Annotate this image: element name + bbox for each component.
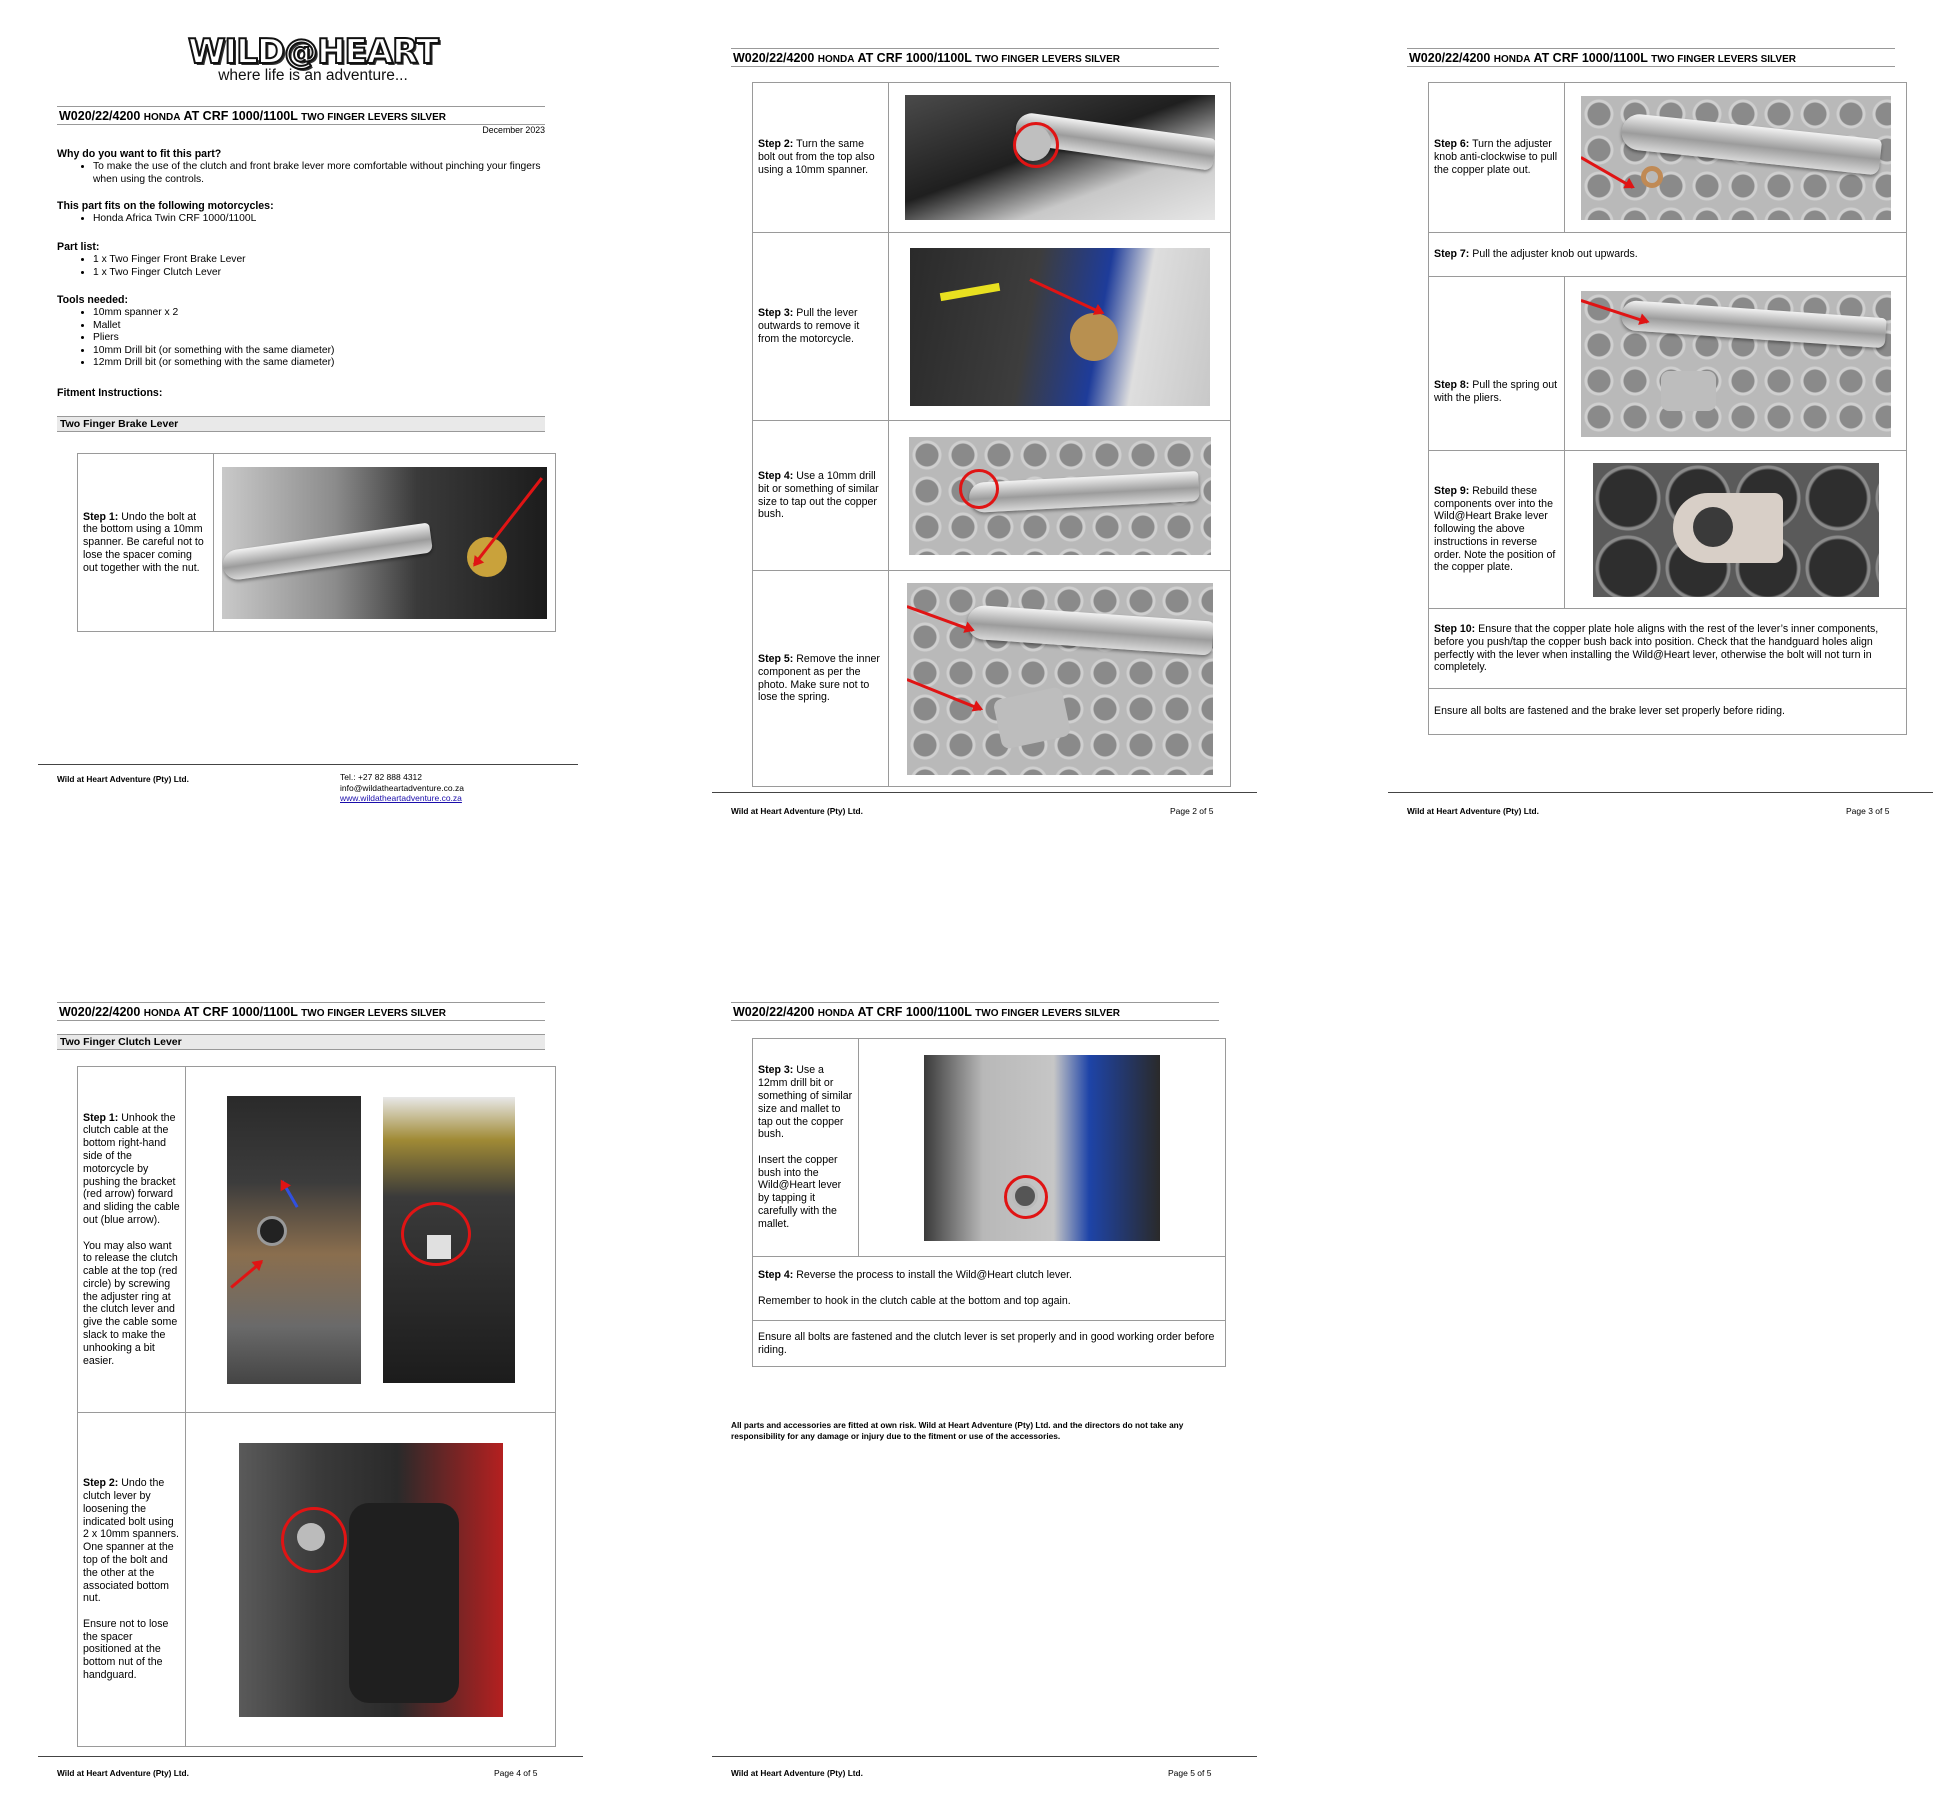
- tools-item: • 12mm Drill bit (or something with the same diameter): [93, 357, 545, 370]
- photo-clutch-cable-bottom: [227, 1096, 361, 1384]
- clutch-steps-table: [77, 1066, 556, 1747]
- photo-cell: [1565, 83, 1907, 233]
- document-title: W020/22/4200 HONDA AT CRF 1000/1100L TWO FINGER LEVERS SILVER: [57, 106, 545, 125]
- document-title: W020/22/4200 HONDA AT CRF 1000/1100L TWO FINGER LEVERS SILVER: [57, 1002, 545, 1021]
- tools-heading: Tools needed:: [57, 294, 129, 306]
- photo-cell: [889, 83, 1231, 233]
- fits-heading: This part fits on the following motorcycles:: [57, 200, 274, 212]
- why-item: • To make the use of the clutch and front brake lever more comfortable without pinching your fingers when using the controls.: [93, 161, 545, 186]
- disclaimer: All parts and accessories are fitted at own risk. Wild at Heart Adventure (Pty) Ltd. and the directors do not take any responsibility for any damage or injury due to the fitment or use of the accessories.: [731, 1420, 1184, 1441]
- parts-heading: Part list:: [57, 241, 100, 253]
- photo-cell: [889, 233, 1231, 421]
- step-cell: Step 7: Pull the adjuster knob out upwards.: [1429, 233, 1907, 277]
- photo-clutch-cable-top: [383, 1097, 515, 1383]
- photo-clutch-lever-bolt: [239, 1443, 503, 1717]
- step-cell: Step 1: Undo the bolt at the bottom using a 10mm spanner. Be careful not to lose the spacer coming out together with the nut.: [78, 454, 214, 632]
- clutch-steps-table-2: [752, 1038, 1226, 1367]
- contact-tel: Tel.: +27 82 888 4312: [340, 772, 422, 782]
- step-cell: Step 2: Undo the clutch lever by loosening the indicated bolt using 2 x 10mm spanners. One spanner at the top of the bolt and the other at the associated bottom nut. Ensure not to lose the spacer positioned at the bottom nut of the handguard.: [78, 1413, 186, 1747]
- step-cell: Step 2: Turn the same bolt out from the top also using a 10mm spanner.: [753, 83, 889, 233]
- tools-item: • 10mm spanner x 2: [93, 307, 545, 320]
- step-cell: Step 9: Rebuild these components over into the Wild@Heart Brake lever following the above instructions in reverse order. Note the position of the copper plate.: [1429, 451, 1565, 609]
- document-date: December 2023: [482, 125, 545, 135]
- page-1: [38, 30, 578, 910]
- photo-spring: [1581, 291, 1891, 437]
- photo-lever-removed: [910, 248, 1210, 406]
- page-2: [712, 30, 1252, 910]
- fitment-heading: Fitment Instructions:: [57, 387, 163, 399]
- section-brake-lever: Two Finger Brake Lever: [57, 416, 545, 432]
- document-title: W020/22/4200 HONDA AT CRF 1000/1100L TWO FINGER LEVERS SILVER: [731, 48, 1219, 67]
- section-clutch-lever: Two Finger Clutch Lever: [57, 1034, 545, 1050]
- contact-email: info@wildatheartadventure.co.za: [340, 782, 464, 793]
- parts-item: • 1 x Two Finger Front Brake Lever: [93, 254, 545, 267]
- photo-brake-lever-bottom-bolt: [222, 467, 547, 619]
- footer-company: Wild at Heart Adventure (Pty) Ltd.: [57, 774, 189, 784]
- parts-item: • 1 x Two Finger Clutch Lever: [93, 267, 545, 280]
- photo-adjuster-knob: [1581, 96, 1891, 220]
- note-cell: Ensure all bolts are fastened and the clutch lever is set properly and in good working order before riding.: [753, 1321, 1226, 1367]
- tools-block: [57, 294, 545, 370]
- parts-block: [57, 241, 545, 279]
- page-number: Page 2 of 5: [1170, 806, 1214, 816]
- step-cell: Step 6: Turn the adjuster knob anti-clockwise to pull the copper plate out.: [1429, 83, 1565, 233]
- photo-copper-plate: [1593, 463, 1879, 597]
- page-3: [1388, 30, 1928, 910]
- page-4: [38, 984, 578, 1799]
- page-number: Page 4 of 5: [494, 1768, 538, 1778]
- step-cell: Step 3: Use a 12mm drill bit or something of similar size and mallet to tap out the copper bush. Insert the copper bush into the Wild@Heart lever by tapping it carefully with the mallet.: [753, 1039, 859, 1257]
- photo-cell: [186, 1413, 556, 1747]
- photo-copper-bush: [909, 437, 1211, 555]
- fits-block: [57, 200, 545, 226]
- step-cell: Step 10: Ensure that the copper plate hole aligns with the rest of the lever’s inner components, before you push/tap the copper bush back into position. Check that the handguard holes align perfectly with the lever when installing the Wild@Heart lever, otherwise the bolt will not turn in completely.: [1429, 609, 1907, 689]
- footer-company: Wild at Heart Adventure (Pty) Ltd.: [57, 1768, 189, 1778]
- photo-cell: [186, 1067, 556, 1413]
- brake-step1-table: [77, 453, 556, 632]
- photo-cell: [1565, 277, 1907, 451]
- page-number: Page 3 of 5: [1846, 806, 1890, 816]
- photo-top-bolt: [905, 95, 1215, 220]
- step-cell: Step 8: Pull the spring out with the pliers.: [1429, 277, 1565, 451]
- photo-cell: [889, 571, 1231, 787]
- photo-inner-component: [907, 583, 1213, 775]
- brand-logo: [188, 34, 438, 85]
- brake-steps-table: [752, 82, 1231, 787]
- step-cell: Step 1: Unhook the clutch cable at the bottom right-hand side of the motorcycle by pushing the bracket (red arrow) forward and sliding the cable out (blue arrow). You may also want to release the clutch cable at the top (red circle) by screwing the adjuster ring at the clutch lever and give the cable some slack to make the unhooking a bit easier.: [78, 1067, 186, 1413]
- photo-cell: [214, 454, 556, 632]
- document-title: W020/22/4200 HONDA AT CRF 1000/1100L TWO FINGER LEVERS SILVER: [731, 1002, 1219, 1021]
- fitment-block: [57, 387, 545, 399]
- step-cell: Step 4: Use a 10mm drill bit or something of similar size to tap out the copper bush.: [753, 421, 889, 571]
- logo-tagline: where life is an adventure...: [218, 67, 408, 84]
- logo-wordmark: WILD@HEART: [188, 32, 438, 72]
- tools-item: • Pliers: [93, 332, 545, 345]
- step-cell: Step 4: Reverse the process to install the Wild@Heart clutch lever. Remember to hook in the clutch cable at the bottom and top again.: [753, 1257, 1226, 1321]
- step-cell: Step 3: Pull the lever outwards to remove it from the motorcycle.: [753, 233, 889, 421]
- fits-item: • Honda Africa Twin CRF 1000/1100L: [93, 213, 545, 226]
- footer-company: Wild at Heart Adventure (Pty) Ltd.: [731, 1768, 863, 1778]
- page-5: [712, 984, 1252, 1799]
- photo-drill-copper-bush: [924, 1055, 1160, 1241]
- photo-cell: [889, 421, 1231, 571]
- why-heading: Why do you want to fit this part?: [57, 148, 222, 160]
- footer-company: Wild at Heart Adventure (Pty) Ltd.: [1407, 806, 1539, 816]
- photo-cell: [859, 1039, 1226, 1257]
- tools-item: • Mallet: [93, 320, 545, 333]
- contact-web-link[interactable]: www.wildatheartadventure.co.za: [340, 793, 462, 803]
- photo-cell: [1565, 451, 1907, 609]
- footer-company: Wild at Heart Adventure (Pty) Ltd.: [731, 806, 863, 816]
- brake-steps-table-2: [1428, 82, 1907, 735]
- document-title: W020/22/4200 HONDA AT CRF 1000/1100L TWO FINGER LEVERS SILVER: [1407, 48, 1895, 67]
- tools-item: • 10mm Drill bit (or something with the same diameter): [93, 345, 545, 358]
- step-cell: Step 5: Remove the inner component as per the photo. Make sure not to lose the spring.: [753, 571, 889, 787]
- page-number: Page 5 of 5: [1168, 1768, 1212, 1778]
- footer-contact: [340, 772, 464, 804]
- why-block: [57, 148, 545, 186]
- note-cell: Ensure all bolts are fastened and the brake lever set properly before riding.: [1429, 689, 1907, 735]
